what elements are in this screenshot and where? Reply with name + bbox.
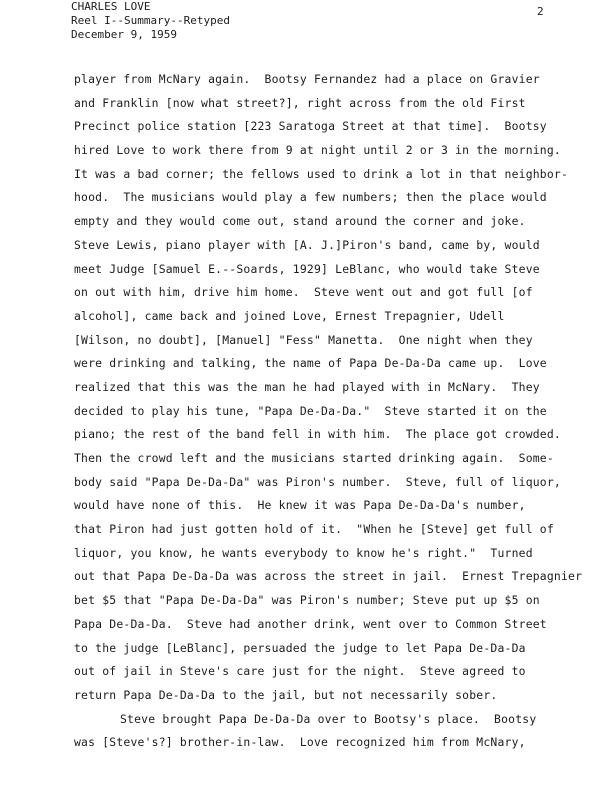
text-line: empty and they would come out, stand around the corner and joke. (74, 214, 526, 229)
text-line: body said "Papa De-Da-Da" was Piron's number. Steve, full of liquor, (74, 474, 561, 489)
body-text (74, 68, 610, 755)
text-line: on out with him, drive him home. Steve went out and got full [of (74, 285, 533, 300)
text-line: were drinking and talking, the name of Papa De-Da-Da came up. Love (74, 356, 547, 371)
text-line: Steve Lewis, piano player with [A. J.]Piron's band, came by, would (74, 237, 540, 252)
text-line: was [Steve's?] brother-in-law. Love recognized him from McNary, (74, 735, 526, 750)
page-number: 2 (537, 5, 544, 18)
text-line: player from McNary again. Bootsy Fernandez had a place on Gravier (74, 72, 540, 86)
text-line: decided to play his tune, "Papa De-Da-Da." Steve started it on the (74, 403, 547, 418)
text-line: would have none of this. He knew it was Papa De-Da-Da's number, (74, 498, 526, 513)
text-line: [Wilson, no doubt], [Manuel] "Fess" Manetta. One night when they (74, 332, 533, 347)
text-line: Precinct police station [223 Saratoga Street at that time]. Bootsy (74, 119, 547, 134)
text-line: hood. The musicians would play a few numbers; then the place would (74, 190, 547, 205)
text-line: out that Papa De-Da-Da was across the street in jail. Ernest Trepagnier (74, 569, 583, 584)
text-line: hired Love to work there from 9 at night until 2 or 3 in the morning. (74, 143, 561, 158)
text-line: piano; the rest of the band fell in with him. The place got crowded. (74, 427, 561, 442)
text-line: and Franklin [now what street?], right across from the old First (74, 95, 526, 110)
header-date: December 9, 1959 (71, 28, 177, 41)
page-header (71, 0, 230, 42)
text-line-paragraph-start: Steve brought Papa De-Da-Da over to Bootsy's place. Bootsy (120, 711, 537, 726)
text-line: bet $5 that "Papa De-Da-Da" was Piron's number; Steve put up $5 on (74, 593, 540, 608)
header-reel: Reel I--Summary--Retyped (71, 14, 230, 27)
text-line: Papa De-Da-Da. Steve had another drink, went over to Common Street (74, 616, 547, 631)
text-line: alcohol], came back and joined Love, Ernest Trepagnier, Udell (74, 308, 505, 323)
text-line: It was a bad corner; the fellows used to drink a lot in that neighbor- (74, 166, 569, 181)
text-line: meet Judge [Samuel E.--Soards, 1929] LeBlanc, who would take Steve (74, 261, 540, 276)
text-line: that Piron had just gotten hold of it. "When he [Steve] get full of (74, 522, 554, 537)
text-line: return Papa De-Da-Da to the jail, but not necessarily sober. (74, 687, 498, 702)
text-line: out of jail in Steve's care just for the night. Steve agreed to (74, 664, 526, 679)
text-line: realized that this was the man he had played with in McNary. They (74, 379, 540, 394)
text-line: to the judge [LeBlanc], persuaded the judge to let Papa De-Da-Da (74, 640, 526, 655)
text-line: liquor, you know, he wants everybody to know he's right." Turned (74, 545, 533, 560)
text-line: Then the crowd left and the musicians started drinking again. Some- (74, 451, 554, 465)
header-name: CHARLES LOVE (71, 0, 151, 13)
